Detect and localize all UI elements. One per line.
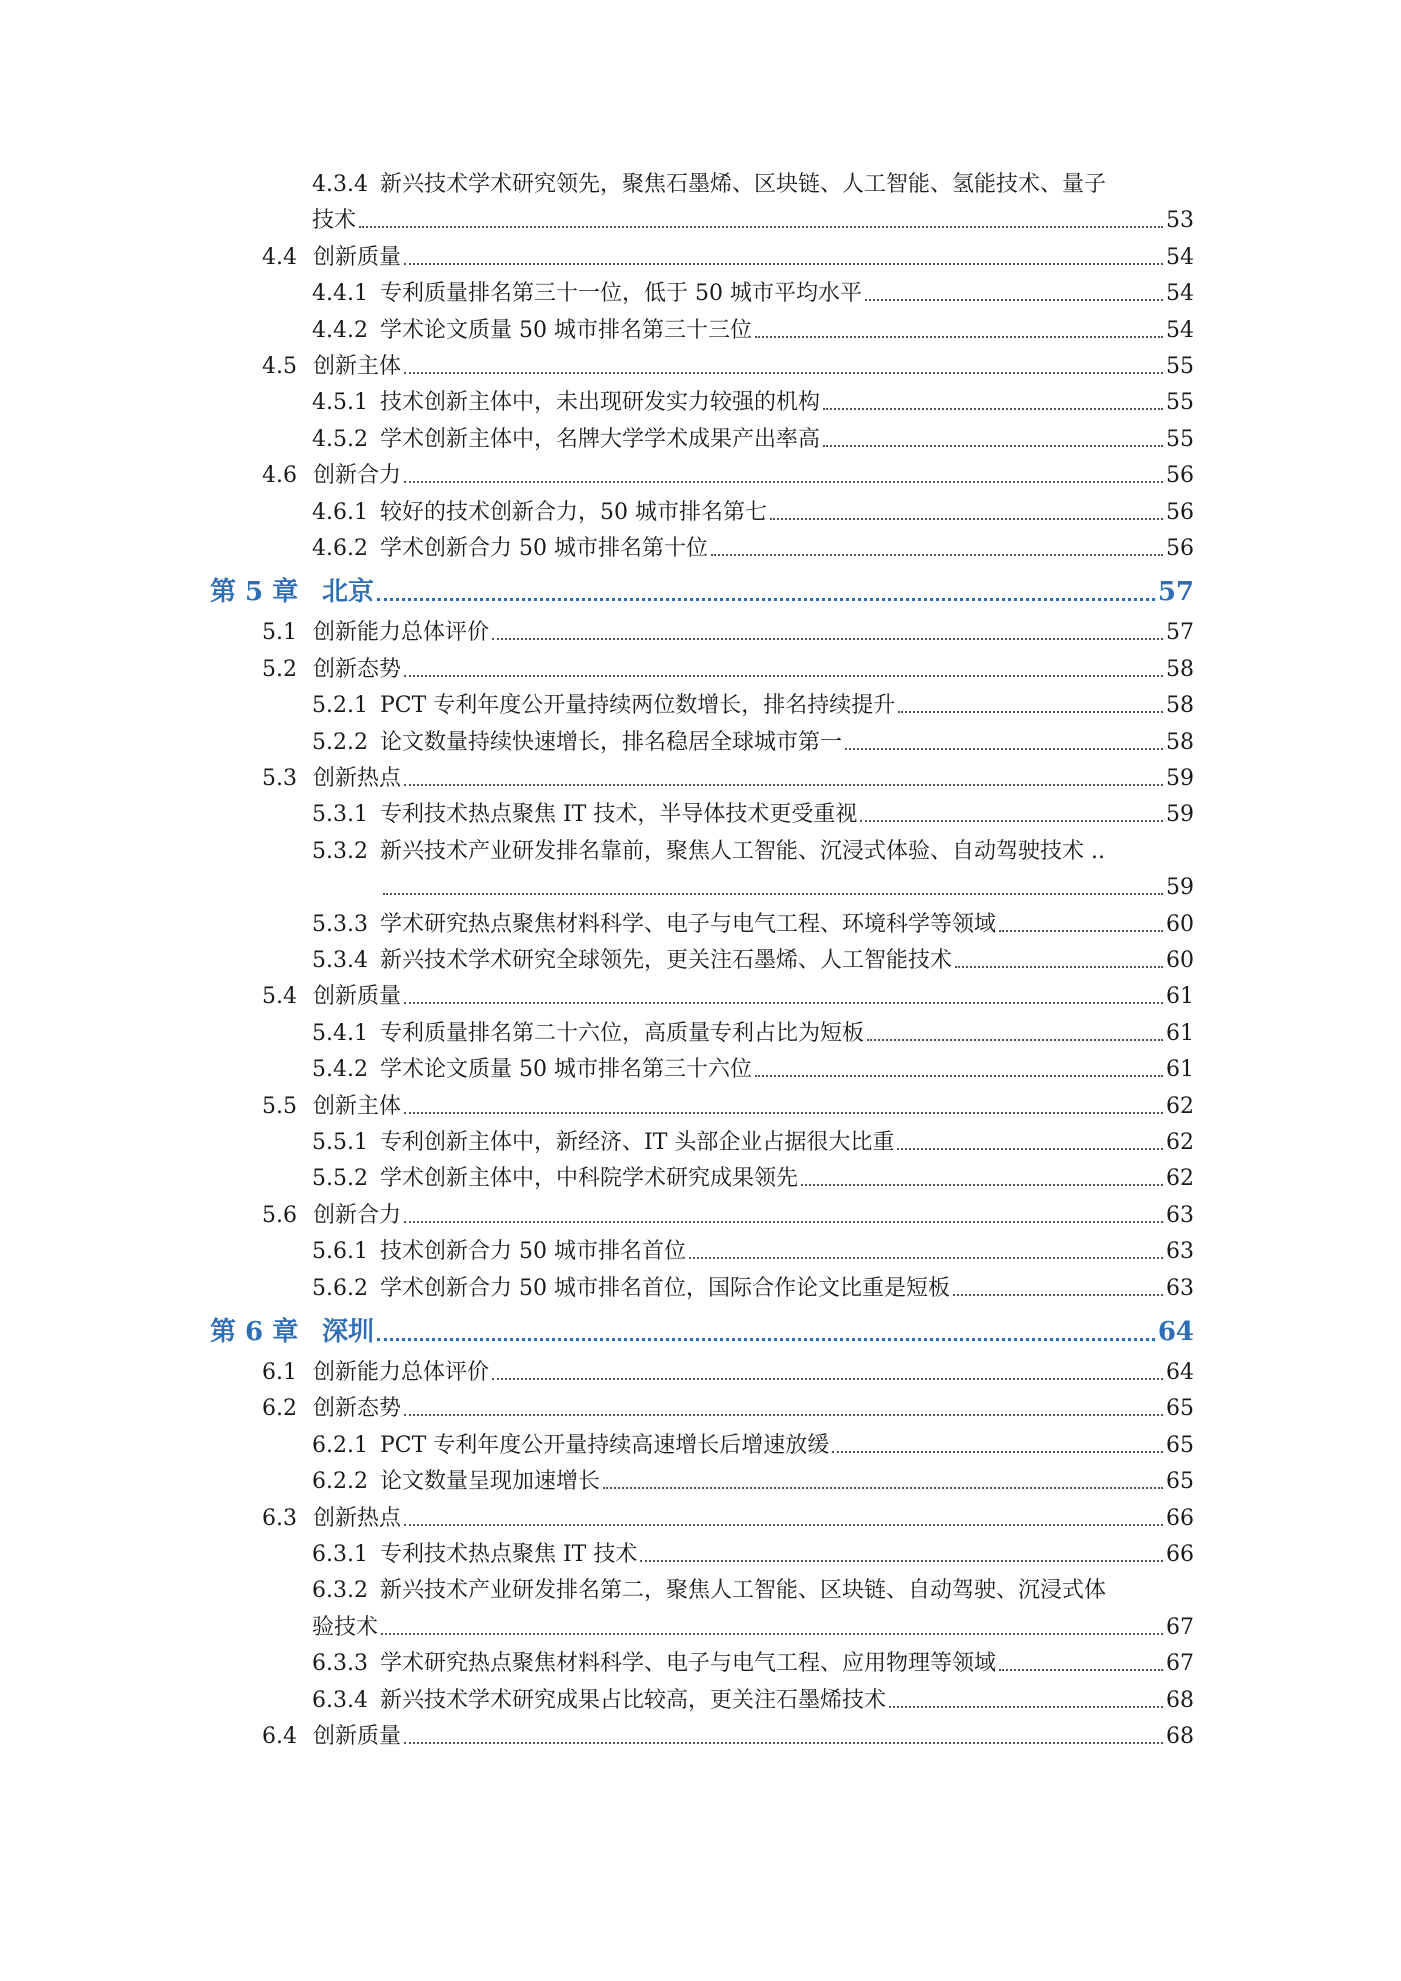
toc-entry[interactable] [312,498,1194,528]
toc-entry-number: 4.5.2 [312,426,368,452]
dot-leader [404,481,1163,483]
toc-entry[interactable] [312,946,1194,976]
toc-entry-title: 创新热点 [313,766,402,791]
toc-entry-title: 技术创新合力 50 城市排名首位 [380,1239,686,1265]
dot-leader [404,1002,1163,1004]
toc-entry-title: 新兴技术产业研发排名第二，聚焦人工智能、区块链、自动驾驶、沉浸式体 [380,1578,1107,1604]
dot-leader [404,263,1163,265]
toc-entry-title: 论文数量持续快速增长，排名稳居全球城市第一 [380,729,843,755]
toc-entry-number: 5.5.2 [312,1166,368,1192]
toc-chapter-entry[interactable] [210,574,1194,610]
toc-entry-page-number: 54 [1166,244,1194,270]
toc-entry[interactable] [312,1540,1194,1570]
toc-entry[interactable] [312,728,1194,758]
toc-entry-page-number: 62 [1166,1130,1194,1155]
toc-entry-number: 4.6 [262,463,297,489]
toc-entry-title: 验技术 [312,1614,379,1640]
toc-entry-number: 5.6 [262,1202,297,1228]
toc-entry-title: 创新合力 [313,463,402,489]
toc-entry-page-number: 64 [1157,1317,1194,1347]
toc-entry-title: 学术创新主体中，名牌大学学术成果产出率高 [380,426,821,452]
dot-leader [689,1257,1163,1259]
toc-entry[interactable] [312,910,1194,940]
toc-entry-title: 创新质量 [313,244,402,270]
toc-entry-title: 新兴技术学术研究全球领先，更关注石墨烯、人工智能技术 [380,948,953,973]
toc-entry-title: 专利技术热点聚焦 IT 技术 [380,1542,638,1567]
toc-entry-title: 创新合力 [313,1202,402,1228]
toc-entry-number: 5.3.1 [312,802,368,828]
dot-leader [404,1112,1163,1114]
dot-leader [404,1524,1163,1526]
dot-leader [755,336,1163,338]
toc-entry[interactable] [312,316,1194,346]
toc-entry-title: PCT 专利年度公开量持续高速增长后增速放缓 [380,1432,830,1458]
toc-entry[interactable] [312,1576,1194,1606]
toc-entry[interactable] [312,1019,1194,1049]
toc-entry-page-number: 67 [1166,1614,1194,1640]
toc-entry[interactable] [262,618,1194,648]
toc-entry-page-number: 54 [1166,281,1194,307]
dot-leader [755,1075,1163,1077]
toc-entry-page-number: 61 [1166,984,1194,1010]
toc-entry-title: 新兴技术产业研发排名靠前，聚焦人工智能、沉浸式体验、自动驾驶技术 .. [380,838,1105,864]
toc-entry-number: 4.6.1 [312,499,368,525]
toc-entry-page-number: 64 [1166,1360,1194,1385]
toc-entry-number: 5.2 [262,656,297,682]
toc-entry-title: 创新态势 [313,656,402,682]
toc-entry-page-number: 66 [1166,1505,1194,1531]
toc-entry-page-number: 59 [1166,766,1194,791]
dot-leader [383,893,1163,895]
toc-entry-title: 新兴技术学术研究领先，聚焦石墨烯、区块链、人工智能、氢能技术、量子 [380,172,1107,197]
toc-entry-number: 5.3 [262,766,297,791]
toc-entry[interactable] [262,1394,1194,1424]
toc-entry-page-number: 55 [1166,390,1194,416]
toc-entry[interactable] [312,1164,1194,1194]
toc-entry-number: 5.2.1 [312,693,368,719]
toc-entry-title: PCT 专利年度公开量持续两位数增长，排名持续提升 [380,693,896,719]
toc-entry-number: 6.3.4 [312,1687,368,1713]
toc-entry[interactable] [312,425,1194,455]
toc-entry[interactable] [262,1201,1194,1231]
toc-entry-number: 6.3.2 [312,1578,368,1604]
dot-leader [492,1378,1163,1380]
toc-entry-number: 4.4 [262,244,297,270]
toc-entry-number: 5.4 [262,984,297,1010]
dot-leader [867,1039,1163,1041]
toc-entry-title: 创新态势 [313,1396,402,1422]
dot-leader [770,518,1163,520]
toc-entry-number: 4.5 [262,354,297,379]
toc-entry[interactable] [312,206,1194,236]
toc-entry-page-number: 61 [1166,1020,1194,1046]
toc-entry[interactable] [262,1358,1194,1388]
toc-entry[interactable] [262,243,1194,273]
toc-entry-number: 6.3.1 [312,1542,368,1567]
toc-entry-page-number: 59 [1166,875,1194,901]
toc-entry[interactable] [312,1613,1194,1643]
dot-leader [404,1221,1163,1223]
toc-entry[interactable] [262,982,1194,1012]
toc-entry-number: 6.2.1 [312,1432,368,1458]
toc-entry-title: 学术创新合力 50 城市排名首位，国际合作论文比重是短板 [380,1275,950,1301]
dot-leader [377,1338,1155,1341]
toc-entry-page-number: 63 [1166,1239,1194,1265]
toc-entry-title: 学术论文质量 50 城市排名第三十三位 [380,317,752,343]
toc-entry-title: 专利质量排名第二十六位，高质量专利占比为短板 [380,1020,865,1046]
toc-entry-number: 4.3.4 [312,172,368,197]
toc-entry-page-number: 55 [1166,426,1194,452]
toc-entry-page-number: 65 [1166,1469,1194,1495]
dot-leader [404,372,1163,374]
toc-entry-page-number: 56 [1166,499,1194,525]
dot-leader [999,930,1163,932]
toc-entry-title: 新兴技术学术研究成果占比较高，更关注石墨烯技术 [380,1687,887,1713]
toc-entry-page-number: 57 [1166,620,1194,646]
toc-entry-number: 5.4.2 [312,1057,368,1083]
toc-entry-number: 5.3.3 [312,911,368,937]
toc-entry-page-number: 68 [1166,1724,1194,1749]
dot-leader [897,1148,1163,1150]
toc-entry-page-number: 56 [1166,536,1194,561]
toc-entry-page-number: 56 [1166,463,1194,489]
toc-entry-page-number: 53 [1166,208,1194,234]
toc-entry-number: 5.3.4 [312,948,368,973]
toc-entry-number: 5.5.1 [312,1130,368,1155]
dot-leader [801,1184,1163,1186]
toc-entry[interactable] [312,1649,1194,1679]
toc-entry-page-number: 65 [1166,1432,1194,1458]
dot-leader [845,748,1163,750]
toc-entry-title: 专利技术热点聚焦 IT 技术，半导体技术更受重视 [380,802,858,828]
toc-entry-title: 学术论文质量 50 城市排名第三十六位 [380,1057,752,1083]
toc-entry-number: 5.6.2 [312,1275,368,1301]
toc-entry-title: 学术研究热点聚焦材料科学、电子与电气工程、应用物理等领域 [380,1651,997,1677]
toc-entry-page-number: 54 [1166,317,1194,343]
toc-entry-number: 4.5.1 [312,390,368,416]
toc-entry-page-number: 65 [1166,1396,1194,1422]
toc-entry[interactable] [312,1055,1194,1085]
toc-entry[interactable] [380,873,1194,903]
toc-entry[interactable] [312,1686,1194,1716]
toc-entry-title: 专利质量排名第三十一位，低于 50 城市平均水平 [380,281,862,307]
toc-entry-number: 6.4 [262,1724,297,1749]
toc-entry-number: 6.3 [262,1505,297,1531]
dot-leader [404,1414,1163,1416]
toc-entry[interactable] [312,170,1194,200]
toc-entry-number: 5.2.2 [312,729,368,755]
toc-entry-page-number: 59 [1166,802,1194,828]
toc-entry-number: 6.3.3 [312,1651,368,1677]
toc-entry-title: 创新主体 [313,354,402,379]
toc-entry[interactable] [262,352,1194,382]
dot-leader [404,1742,1163,1744]
dot-leader [492,638,1163,640]
toc-entry-title: 北京 [322,577,375,608]
dot-leader [640,1560,1163,1562]
toc-entry-title: 技术 [312,208,357,234]
toc-entry-title: 创新热点 [313,1505,402,1531]
toc-entry-title: 创新能力总体评价 [313,620,490,646]
dot-leader [889,1706,1163,1708]
dot-leader [832,1451,1163,1453]
toc-entry-title: 创新主体 [313,1093,402,1119]
dot-leader [381,1633,1163,1635]
dot-leader [711,554,1163,556]
toc-entry-number: 第 6 章 [210,1317,299,1347]
toc-entry-page-number: 60 [1166,911,1194,937]
toc-entry-title: 专利创新主体中，新经济、IT 头部企业占据很大比重 [380,1130,895,1155]
toc-entry[interactable] [312,1237,1194,1267]
dot-leader [823,445,1163,447]
toc-entry-number: 5.1 [262,620,297,646]
toc-entry[interactable] [312,1467,1194,1497]
toc-entry[interactable] [262,461,1194,491]
dot-leader [865,299,1163,301]
toc-entry[interactable] [312,534,1194,564]
toc-entry-number: 6.2.2 [312,1469,368,1495]
toc-entry-title: 学术创新主体中，中科院学术研究成果领先 [380,1166,799,1192]
dot-leader [999,1669,1163,1671]
toc-entry-number: 6.1 [262,1360,297,1385]
toc-entry-page-number: 63 [1166,1202,1194,1228]
toc-entry[interactable] [262,1722,1194,1752]
toc-entry-page-number: 67 [1166,1651,1194,1677]
toc-entry[interactable] [262,764,1194,794]
toc-entry-number: 5.6.1 [312,1239,368,1265]
toc-entry[interactable] [312,800,1194,830]
toc-entry-title: 深圳 [322,1317,375,1347]
toc-entry-title: 较好的技术创新合力，50 城市排名第七 [380,499,767,525]
toc-entry-page-number: 68 [1166,1687,1194,1713]
toc-entry-page-number: 61 [1166,1057,1194,1083]
toc-entry-page-number: 55 [1166,354,1194,379]
toc-entry-page-number: 62 [1166,1166,1194,1192]
dot-leader [377,598,1155,601]
toc-entry-title: 创新质量 [313,984,402,1010]
toc-entry[interactable] [312,279,1194,309]
toc-entry-number: 5.4.1 [312,1020,368,1046]
toc-entry[interactable] [262,655,1194,685]
dot-leader [898,711,1163,713]
dot-leader [359,226,1163,228]
toc-entry-number: 5.5 [262,1093,297,1119]
toc-entry[interactable] [262,1092,1194,1122]
toc-entry-title: 论文数量呈现加速增长 [380,1469,601,1495]
toc-entry-number: 6.2 [262,1396,297,1422]
dot-leader [955,966,1163,968]
toc-entry-page-number: 58 [1166,693,1194,719]
toc-entry-title: 学术研究热点聚焦材料科学、电子与电气工程、环境科学等领域 [380,911,997,937]
toc-entry-number: 4.4.1 [312,281,368,307]
toc-entry-number: 5.3.2 [312,838,368,864]
toc-entry-page-number: 57 [1157,577,1194,608]
toc-entry-page-number: 66 [1166,1542,1194,1567]
toc-entry[interactable] [312,837,1194,867]
toc-entry-title: 创新质量 [313,1724,402,1749]
toc-entry[interactable] [312,388,1194,418]
toc-entry[interactable] [312,691,1194,721]
toc-entry-page-number: 63 [1166,1275,1194,1301]
toc-entry-title: 学术创新合力 50 城市排名第十位 [380,536,708,561]
toc-entry[interactable] [312,1274,1194,1304]
dot-leader [860,820,1163,822]
toc-entry[interactable] [262,1504,1194,1534]
dot-leader [404,675,1163,677]
toc-entry[interactable] [312,1128,1194,1158]
toc-entry-title: 技术创新主体中，未出现研发实力较强的机构 [380,390,821,416]
toc-entry-number: 4.4.2 [312,317,368,343]
toc-entry-page-number: 58 [1166,729,1194,755]
toc-entry[interactable] [312,1431,1194,1461]
dot-leader [404,784,1163,786]
dot-leader [823,408,1163,410]
toc-entry-number: 第 5 章 [210,577,299,608]
toc-entry-title: 创新能力总体评价 [313,1360,490,1385]
toc-entry-page-number: 62 [1166,1093,1194,1119]
toc-entry-page-number: 60 [1166,948,1194,973]
dot-leader [603,1487,1163,1489]
dot-leader [953,1294,1163,1296]
toc-chapter-entry[interactable] [210,1314,1194,1350]
toc-entry-page-number: 58 [1166,656,1194,682]
toc-entry-number: 4.6.2 [312,536,368,561]
